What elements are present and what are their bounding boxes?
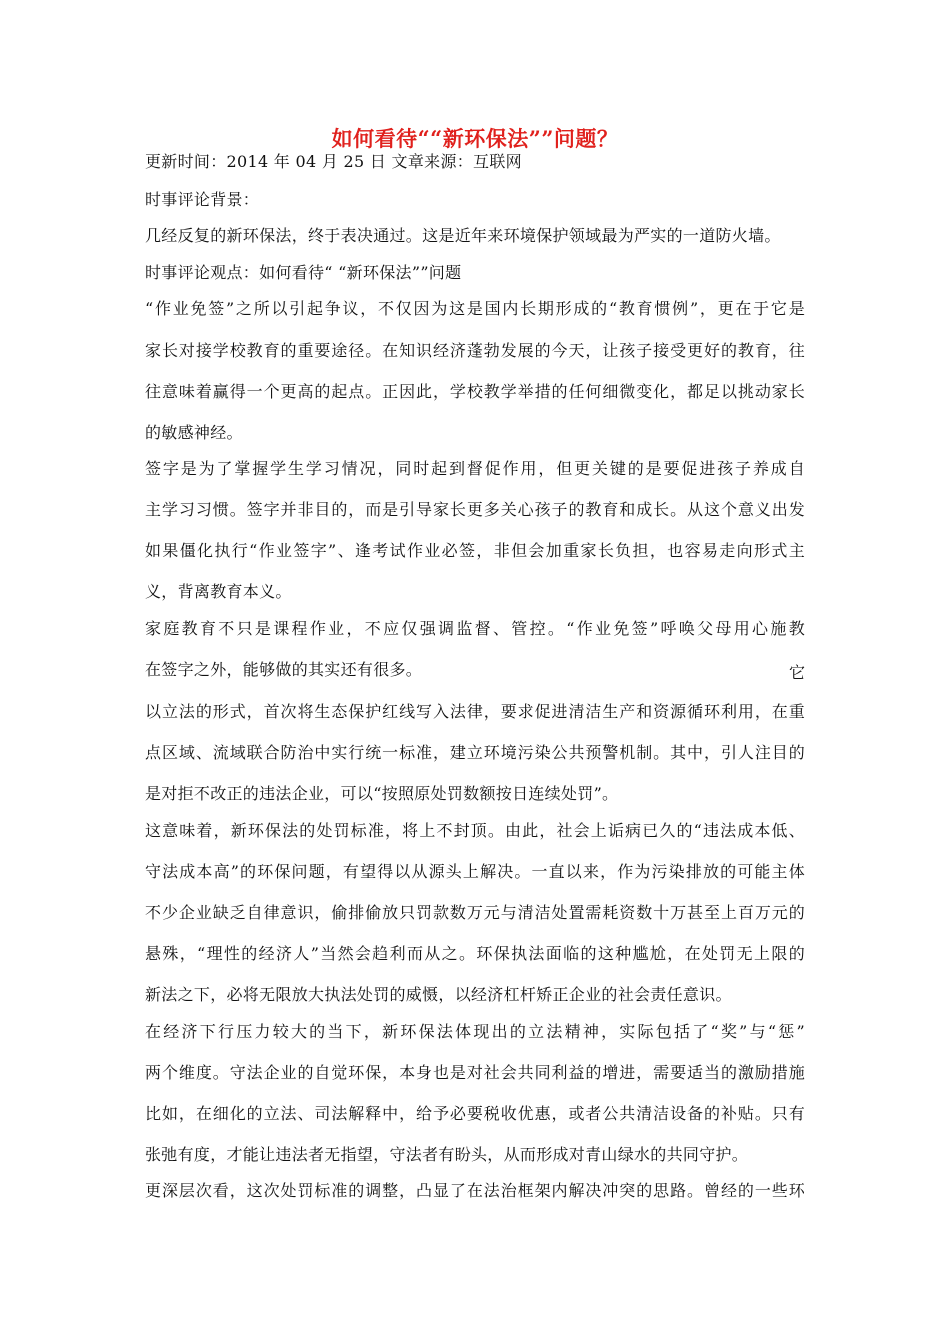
paragraph-line: 新法之下，必将无限放大执法处罚的威慑，以经济杠杆矫正企业的社会责任意识。 — [145, 985, 732, 1004]
paragraph-line: 义，背离教育本义。 — [145, 582, 292, 601]
paragraph-line: 签字是为了掌握学生学习情况，同时起到督促作用，但更关键的是要促进孩子养成自 — [145, 459, 805, 478]
viewpoint-label: 时事评论观点：如何看待“ “新环保法””问题 — [145, 263, 462, 282]
paragraph-line: 是对拒不改正的违法企业，可以“按照原处罚数额按日连续处罚”。 — [145, 784, 619, 803]
paragraph-line: 守法成本高”的环保问题，有望得以从源头上解决。一直以来，作为污染排放的可能主体 — [145, 862, 805, 881]
paragraph-line: 主学习习惯。签字并非目的，而是引导家长更多关心孩子的教育和成长。从这个意义出发 — [145, 500, 805, 519]
paragraph-line: 家长对接学校教育的重要途径。在知识经济蓬勃发展的今天，让孩子接受更好的教育，往 — [145, 341, 805, 360]
paragraph-line: 悬殊，“理性的经济人”当然会趋利而从之。环保执法面临的这种尴尬，在处罚无上限的 — [145, 944, 805, 963]
paragraph-line: 更深层次看，这次处罚标准的调整，凸显了在法治框架内解决冲突的思路。曾经的一些环 — [145, 1181, 805, 1200]
meta-line: 更新时间：2014 年 04 月 25 日 文章来源：互联网 — [145, 152, 522, 171]
background-label: 时事评论背景： — [145, 190, 260, 209]
paragraph-line: 张弛有度，才能让违法者无指望，守法者有盼头，从而形成对青山绿水的共同守护。 — [145, 1145, 749, 1164]
paragraph-line: 的敏感神经。 — [145, 423, 243, 442]
paragraph-line: 往意味着赢得一个更高的起点。正因此，学校教学举措的任何细微变化，都足以挑动家长 — [145, 382, 805, 401]
paragraph-line: 这意味着，新环保法的处罚标准，将上不封顶。由此，社会上诟病已久的“违法成本低、 — [145, 821, 805, 840]
paragraph-line: 点区域、流域联合防治中实行统一标准，建立环境污染公共预警机制。其中，引人注目的 — [145, 743, 805, 762]
paragraph-line: 家庭教育不只是课程作业，不应仅强调监督、管控。“作业免签”呼唤父母用心施教 — [145, 619, 805, 638]
background-text: 几经反复的新环保法，终于表决通过。这是近年来环境保护领域最为严实的一道防火墙。 — [145, 226, 781, 245]
paragraph-tail: 它 — [788, 663, 805, 682]
paragraph-line: 在签字之外，能够做的其实还有很多。 — [145, 660, 423, 679]
paragraph-line: 在经济下行压力较大的当下，新环保法体现出的立法精神，实际包括了“奖”与“惩” — [145, 1022, 805, 1041]
paragraph-line: 比如，在细化的立法、司法解释中，给予必要税收优惠，或者公共清洁设备的补贴。只有 — [145, 1104, 805, 1123]
paragraph-line: 如果僵化执行“作业签字”、逢考试作业必签，非但会加重家长负担，也容易走向形式主 — [145, 541, 805, 560]
paragraph-line: 不少企业缺乏自律意识，偷排偷放只罚款数万元与清洁处置需耗资数十万甚至上百万元的 — [145, 903, 805, 922]
paragraph-line: “作业免签”之所以引起争议，不仅因为这是国内长期形成的“教育惯例”，更在于它是 — [145, 299, 805, 318]
paragraph-line: 以立法的形式，首次将生态保护红线写入法律，要求促进清洁生产和资源循环利用，在重 — [145, 702, 805, 721]
paragraph-line: 两个维度。守法企业的自觉环保，本身也是对社会共同利益的增进，需要适当的激励措施 — [145, 1063, 805, 1082]
document-title: 如何看待““新环保法””问题？ — [331, 126, 619, 151]
